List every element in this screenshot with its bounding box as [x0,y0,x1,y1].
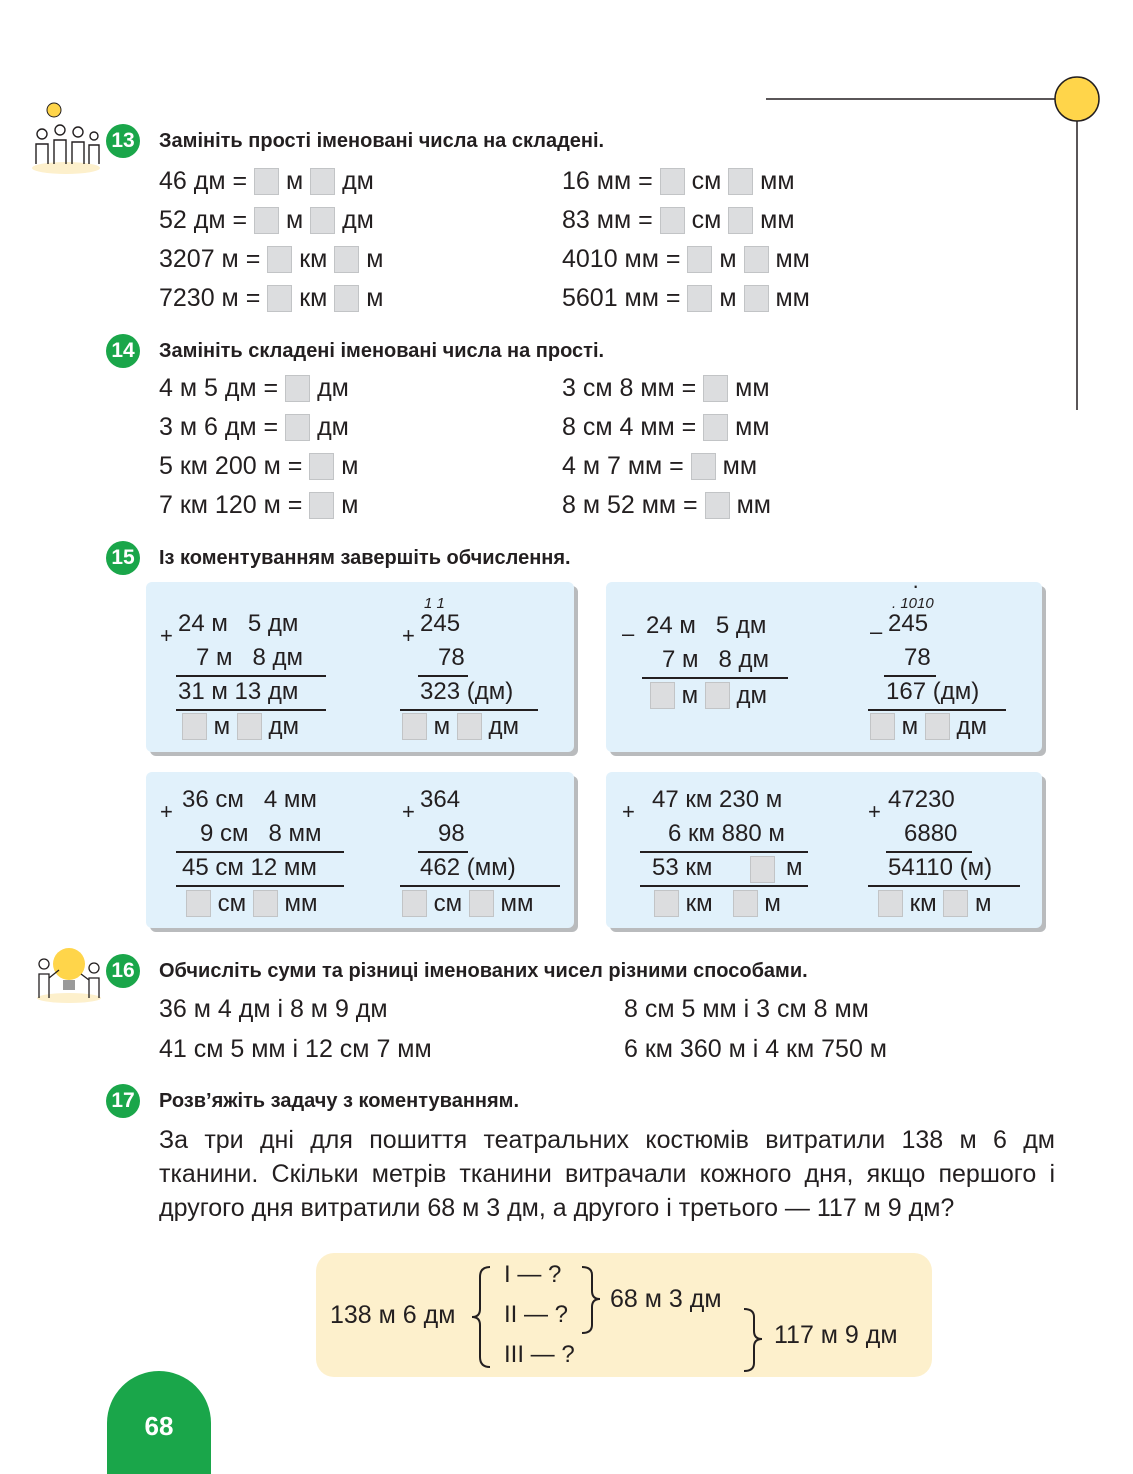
unit: см [691,206,722,234]
task-14-row [562,490,771,520]
operand-b2: 6880 [904,820,958,847]
given-value: 7230 м = [159,284,268,312]
operand-b: 6 км 880 м [668,820,785,847]
minus-sign: – [622,621,635,646]
schema-row: III — ? [504,1341,575,1368]
answer-box[interactable] [254,207,279,234]
answer-box[interactable] [267,285,292,312]
plus-sign: + [402,799,415,824]
operand-a: 36 см 4 мм [182,786,317,813]
unit-dm: дм [268,713,300,740]
unit: дм [317,374,349,402]
unit: м [719,245,737,273]
result-km: 53 км [652,854,713,881]
answer-box[interactable] [402,713,427,740]
task-13-row [562,283,810,313]
unit: дм [342,167,374,195]
task-13-row [159,205,374,235]
page-number: 68 [144,1411,174,1441]
plus-sign: + [402,623,415,648]
plus-sign: + [160,623,173,648]
unit: м [285,206,304,234]
task-16-title: Обчисліть суми та різниці іменованих чисел різними способами. [159,960,808,982]
answer-box[interactable] [402,890,427,917]
task-13-row [562,166,795,196]
task-17-text: За три дні для пошиття театральних костюмів витратили 138 м 6 дм тканини. Скільки метрів тканини витрачали кожного дня, якщо першого і другого дня витратили 68 м 3 дм, а другого і третього — 117 м 9 дм? [159,1126,1055,1222]
carry-digits: 1 1 [424,595,445,612]
answer-box[interactable] [334,285,359,312]
answer-box[interactable] [733,890,758,917]
unit-dm: дм [956,713,988,740]
answer-box[interactable] [650,682,675,709]
operand-a: 24 м 5 дм [646,612,767,639]
answer-box[interactable] [687,246,712,273]
unit: дм [342,206,374,234]
task-14-row [159,451,358,481]
result-m: м [786,854,803,881]
result2: 167 (дм) [886,678,980,705]
task-15-title: Із коментуванням завершіть обчислення. [159,547,571,569]
task-17-number: 17 [106,1084,140,1118]
answer-box[interactable] [253,890,278,917]
answer-box[interactable] [744,246,769,273]
unit-cm: см [217,890,247,917]
unit: см [691,167,722,195]
unit: мм [722,452,758,480]
task-13-row [159,283,383,313]
given-value: 7 км 120 м = [159,491,310,519]
task-13-title: Замініть прості іменовані числа на складені. [159,130,605,152]
schema-total: 138 м 6 дм [330,1301,456,1329]
task-14-row [562,451,757,481]
lightbulb-people-icon [34,940,104,1004]
task-13-row [159,166,374,196]
unit: м [341,491,359,519]
task-16-item: 8 см 5 мм і 3 см 8 мм [624,995,869,1023]
answer-box[interactable] [182,713,207,740]
calc-panel-1 [146,582,574,752]
borrow-dot: · [912,573,920,598]
task-13-number: 13 [106,124,140,158]
unit: мм [736,491,771,519]
plus-sign: + [622,799,635,824]
result2: 54110 (м) [888,854,993,881]
unit-km: км [685,890,713,917]
given-value: 4 м 7 мм = [562,452,691,480]
answer-box[interactable] [660,168,685,195]
answer-box[interactable] [703,375,728,402]
operand-a2: 245 [420,610,461,637]
task-13-row [159,244,383,274]
task-16-number: 16 [106,954,140,988]
result2: 462 (мм) [420,854,516,881]
answer-box[interactable] [660,207,685,234]
given-value: 5 км 200 м = [159,452,310,480]
task-16-item: 6 км 360 м і 4 км 750 м [624,1035,887,1063]
task-16-item: 36 м 4 дм і 8 м 9 дм [159,995,388,1023]
answer-box[interactable] [728,207,753,234]
unit-km: км [909,890,937,917]
given-value: 3207 м = [159,245,268,273]
answer-box[interactable] [309,453,334,480]
unit: км [299,284,328,312]
unit: дм [317,413,349,441]
operand-a2: 245 [888,610,929,637]
answer-box[interactable] [705,492,730,519]
task-13-row [562,244,810,274]
unit-dm: дм [736,682,768,709]
task-14-row [159,373,349,403]
answer-box[interactable] [267,246,292,273]
task-17-title: Розв’яжіть задачу з коментуванням. [159,1090,519,1112]
task-14-row [159,412,349,442]
unit-m: м [975,890,992,917]
answer-box[interactable] [687,285,712,312]
unit-mm: мм [500,890,534,917]
decor-line-circle [760,70,1110,415]
given-value: 46 дм = [159,167,255,195]
unit-mm: мм [284,890,318,917]
operand-a2: 364 [420,786,461,813]
answer-box[interactable] [654,890,679,917]
unit: мм [760,167,795,195]
task-13-row [562,205,795,235]
operand-b: 7 м 8 дм [662,646,770,673]
task-17-schema [316,1253,932,1377]
given-value: 8 см 4 мм = [562,413,704,441]
operand-b2: 78 [438,644,465,671]
task-16-item: 41 см 5 мм і 12 см 7 мм [159,1035,432,1063]
answer-box[interactable] [925,713,950,740]
answer-box[interactable] [728,168,753,195]
task-14-row [159,490,358,520]
unit: км [299,245,328,273]
answer-box[interactable] [310,168,335,195]
operand-b: 7 м 8 дм [196,644,304,671]
answer-box[interactable] [334,246,359,273]
answer-box[interactable] [943,890,968,917]
unit-m: м [764,890,781,917]
calc-panel-2 [606,573,1042,752]
unit-cm: см [433,890,463,917]
operand-a2: 47230 [888,786,955,813]
given-value: 83 мм = [562,206,660,234]
result: 31 м 13 дм [178,678,299,705]
answer-box[interactable] [878,890,903,917]
answer-box[interactable] [469,890,494,917]
result2: 323 (дм) [420,678,514,705]
unit: мм [760,206,795,234]
unit-m: м [213,713,231,740]
unit: м [341,452,359,480]
schema-sum12: 68 м 3 дм [610,1285,722,1313]
answer-box[interactable] [237,713,262,740]
minus-sign: – [870,619,883,644]
unit: мм [735,413,770,441]
plus-sign: + [160,799,173,824]
unit: мм [775,245,810,273]
answer-box[interactable] [310,207,335,234]
schema-row: I — ? [504,1261,562,1288]
team-idea-icon [28,98,104,174]
answer-box[interactable] [309,492,334,519]
unit: мм [735,374,770,402]
unit-m: м [901,713,919,740]
given-value: 8 м 52 мм = [562,491,705,519]
calc-panel-3 [146,772,574,928]
task-14-row [562,412,770,442]
unit-m: м [681,682,699,709]
answer-box[interactable] [870,713,895,740]
operand-b: 9 см 8 мм [200,820,322,847]
given-value: 3 см 8 мм = [562,374,704,402]
answer-box[interactable] [285,375,310,402]
task-14-title: Замініть складені іменовані числа на прості. [159,340,605,362]
operand-b2: 78 [904,644,931,671]
answer-box[interactable] [744,285,769,312]
borrow-digits: . 1010 [892,595,934,612]
answer-box[interactable] [457,713,482,740]
schema-row: II — ? [504,1301,569,1328]
answer-box[interactable] [705,682,730,709]
answer-box[interactable] [254,168,279,195]
given-value: 4010 мм = [562,245,688,273]
answer-box[interactable] [703,414,728,441]
operand-b2: 98 [438,820,465,847]
task-14-number: 14 [106,334,140,368]
given-value: 4 м 5 дм = [159,374,286,402]
unit: м [719,284,737,312]
given-value: 52 дм = [159,206,255,234]
answer-box[interactable] [750,856,775,883]
given-value: 5601 мм = [562,284,688,312]
task-15-number: 15 [106,541,140,575]
result: 45 см 12 мм [182,854,317,881]
plus-sign: + [868,799,881,824]
unit-m: м [433,713,451,740]
unit-dm: дм [488,713,520,740]
page-number-tab [107,1371,211,1474]
operand-a: 47 км 230 м [652,786,783,813]
operand-a: 24 м 5 дм [178,610,299,637]
unit: м [366,245,384,273]
unit: мм [775,284,810,312]
task-14-row [562,373,770,403]
answer-box[interactable] [186,890,211,917]
unit: м [285,167,304,195]
given-value: 3 м 6 дм = [159,413,286,441]
unit: м [366,284,384,312]
calc-panel-4 [606,772,1042,928]
answer-box[interactable] [285,414,310,441]
schema-sum23: 117 м 9 дм [774,1321,898,1349]
given-value: 16 мм = [562,167,660,195]
answer-box[interactable] [691,453,716,480]
